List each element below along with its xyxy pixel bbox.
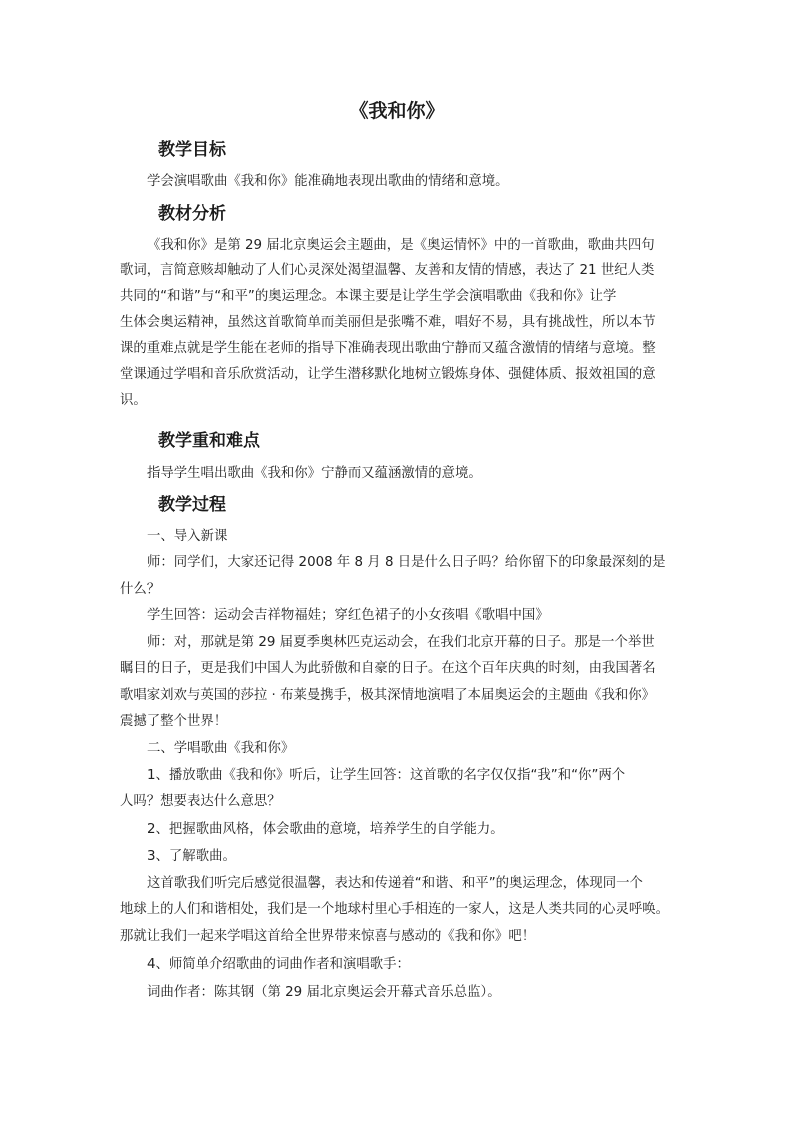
process-line: 人吗？想要表达什么意思？ [120,794,281,809]
process-line: 地球上的人们和谐相处，我们是一个地球村里心手相连的一家人，这是人类共同的心灵呼唤。 [120,902,670,917]
process-line: 一、导入新课 [147,529,228,544]
heading-analysis: 教材分析 [158,204,226,224]
process-line: 那就让我们一起来学唱这首给全世界带来惊喜与感动的《我和你》吧！ [120,929,536,944]
process-line: 学生回答：运动会吉祥物福娃；穿红色裙子的小女孩唱《歌唱中国》 [147,608,549,623]
process-line: 震撼了整个世界！ [120,714,228,729]
document-title: 《我和你》 [349,100,445,122]
process-line: 什么？ [120,582,161,597]
analysis-line: 歌词，言简意赅却触动了人们心灵深处渴望温馨、友善和友情的情感，表达了 21 世纪人类 [120,263,655,278]
process-line: 瞩目的日子，更是我们中国人为此骄傲和自豪的日子。在这个百年庆典的时刻，由我国著名 [120,661,656,676]
analysis-line: 课的重难点就是学生能在老师的指导下准确表现出歌曲宁静而又蕴含激情的情绪与意境。整 [120,341,656,356]
process-line: 3、了解歌曲。 [147,849,236,864]
process-line: 这首歌我们听完后感觉很温馨，表达和传递着“和谐、和平”的奥运理念，体现同一个 [147,876,643,891]
process-line: 4、师简单介绍歌曲的词曲作者和演唱歌手： [147,957,410,972]
heading-objective: 教学目标 [158,140,226,160]
process-line: 词曲作者：陈其钢（第 29 届北京奥运会开幕式音乐总监）。 [147,985,501,1000]
analysis-line: 共同的“和谐”与“和平”的奥运理念。本课主要是让学生学会演唱歌曲《我和你》让学 [120,289,617,304]
process-line: 歌唱家刘欢与英国的莎拉 · 布莱曼携手，极其深情地演唱了本届奥运会的主题曲《我和你》 [120,688,656,703]
process-line: 师：对，那就是第 29 届夏季奥林匹克运动会，在我们北京开幕的日子。那是一个举世 [147,635,655,650]
analysis-line: 堂课通过学唱和音乐欣赏活动，让学生潜移默化地树立锻炼身体、强健体质、报效祖国的意 [120,367,656,382]
key-points-line: 指导学生唱出歌曲《我和你》宁静而又蕴涵激情的意境。 [147,466,482,481]
process-line: 师：同学们，大家还记得 2008 年 8 月 8 日是什么日子吗？给你留下的印象最深刻的是 [147,555,666,570]
process-line: 二、学唱歌曲《我和你》 [147,741,295,756]
heading-key-points: 教学重和难点 [158,431,260,451]
analysis-line: 生体会奥运精神，虽然这首歌简单而美丽但是张嘴不难，唱好不易，具有挑战性，所以本节 [120,315,656,330]
process-line: 2、把握歌曲风格，体会歌曲的意境，培养学生的自学能力。 [147,822,504,837]
objective-line: 学会演唱歌曲《我和你》能准确地表现出歌曲的情绪和意境。 [147,174,509,189]
analysis-line: 识。 [120,393,147,408]
analysis-line: 《我和你》是第 29 届北京奥运会主题曲，是《奥运情怀》中的一首歌曲，歌曲共四句 [147,238,655,253]
process-line: 1、播放歌曲《我和你》听后，让学生回答：这首歌的名字仅仅指“我”和“你”两个 [147,768,626,783]
heading-process: 教学过程 [158,495,226,515]
